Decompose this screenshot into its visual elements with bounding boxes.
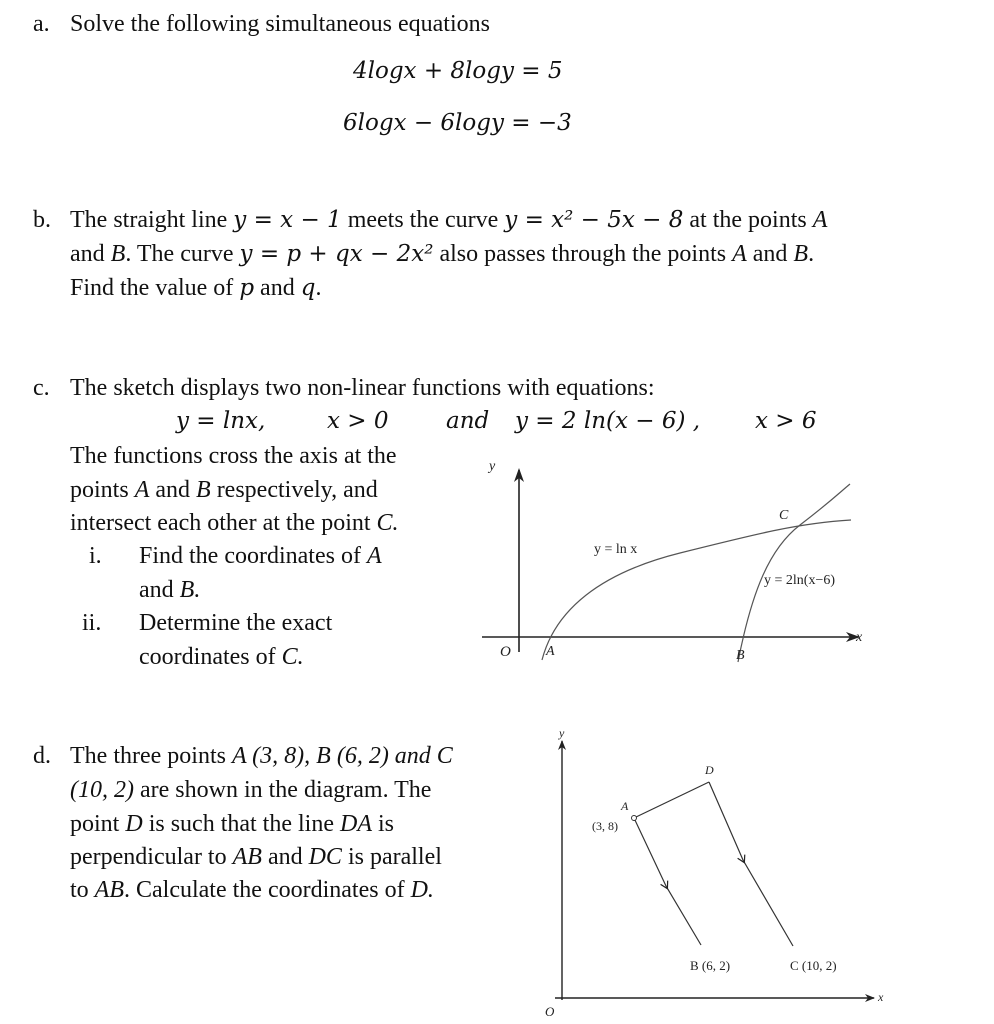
d-point-a-label: A [621,799,629,813]
question-a-text: Solve the following simultaneous equations [70,11,490,37]
text-span: is [377,811,394,837]
two-ln-curve-label: y = 2ln(x−6) [764,573,836,588]
text-span: . [315,275,322,301]
point-a-marker [632,816,637,821]
function-2: y = 2 ln(x − 6) , [515,408,701,434]
text-span: . Calculate the coordinates of [124,877,405,903]
point-a-ref: A [812,207,828,233]
text-span: to [70,877,89,903]
text-span: . [808,241,815,267]
origin-label: O [500,644,511,660]
question-d-label: d. [33,743,51,769]
equation-2: 6logx − 6logy = −3 [343,110,572,136]
and-word: and [446,408,490,434]
text-span: coordinates of [139,644,276,670]
text-span: Find the coordinates of [139,543,361,569]
line-equation: y = x − 1 [233,207,342,233]
point-c-ref: C. [281,644,304,670]
question-c-label: c. [33,375,50,401]
given-points: (10, 2) [70,777,134,803]
text-span: and [70,241,105,267]
text-span: and [260,275,295,301]
domain-2: x > 6 [755,408,817,434]
text-span: The three points [70,743,226,769]
subpart-ii-number: ii. [82,610,102,636]
given-points: A (3, 8), B (6, 2) and C [231,743,453,769]
text-span: is such that the line [148,811,334,837]
question-c-para-1: The functions cross the axis at the [70,443,397,469]
text-span: . The curve [125,241,234,267]
text-span: Find the value of [70,275,234,301]
line-da-ref: DA [339,811,372,837]
var-q: q [300,275,316,301]
d-y-axis-label: y [559,726,565,740]
line-dc-ref: DC [308,844,342,870]
equation-1: 4logx + 8logy = 5 [353,58,563,84]
point-b-ref: B [793,241,809,267]
line-ab-ref: AB [232,844,262,870]
point-a-ref: A [134,477,150,503]
text-span: intersect each other at the point [70,510,371,536]
text-span: and [267,844,303,870]
function-1: y = lnx, [176,408,266,434]
domain-1: x > 0 [327,408,389,434]
ln-x-curve-label: y = ln x [594,542,638,557]
d-point-a-coords: (3, 8) [592,819,618,833]
point-b-ref: B [196,477,211,503]
d-point-d-label: D [705,763,714,777]
d-origin-label: O [545,1004,555,1019]
line-da [634,782,709,818]
subpart-i-number: i. [89,543,102,569]
text-span: and [139,577,174,603]
var-p: p [239,275,255,301]
text-span: and [752,241,788,267]
point-d-ref: D [125,811,143,837]
d-point-b-label: B (6, 2) [690,958,731,973]
d-point-c-label: C (10, 2) [790,958,837,973]
point-d-ref: D. [410,877,434,903]
point-a-ref: A [366,543,382,569]
point-b-ref: B [110,241,126,267]
line-ab-ref: AB [94,877,124,903]
question-c-intro: The sketch displays two non-linear functions with equations: [70,375,655,401]
subpart-ii-line-1: Determine the exact [139,610,333,636]
question-a-label: a. [33,11,50,37]
point-c-label: C [779,508,789,523]
text-span: also passes through the points [439,241,727,267]
text-span: The straight line [70,207,228,233]
text-span: points [70,477,129,503]
curve-equation-2: y = p + qx − 2x² [239,241,434,267]
point-b-ref: B. [179,577,201,603]
question-b-label: b. [33,207,51,233]
line-ab [634,818,701,945]
point-a-ref: A [732,241,747,267]
text-span: perpendicular to [70,844,227,870]
text-span: meets the curve [347,207,499,233]
line-dc [709,782,793,946]
point-a-label: A [546,644,555,659]
text-span: and [155,477,191,503]
point-b-label: B [736,648,745,663]
text-span: at the points [689,207,807,233]
text-span: is parallel [347,844,442,870]
text-span: point [70,811,120,837]
point-c-ref: C. [376,510,399,536]
text-span: respectively, and [216,477,378,503]
curve-equation: y = x² − 5x − 8 [504,207,684,233]
x-axis-label: x [856,630,863,645]
y-axis-label: y [489,459,496,474]
text-span: are shown in the diagram. The [139,777,432,803]
d-x-axis-label: x [878,990,884,1004]
